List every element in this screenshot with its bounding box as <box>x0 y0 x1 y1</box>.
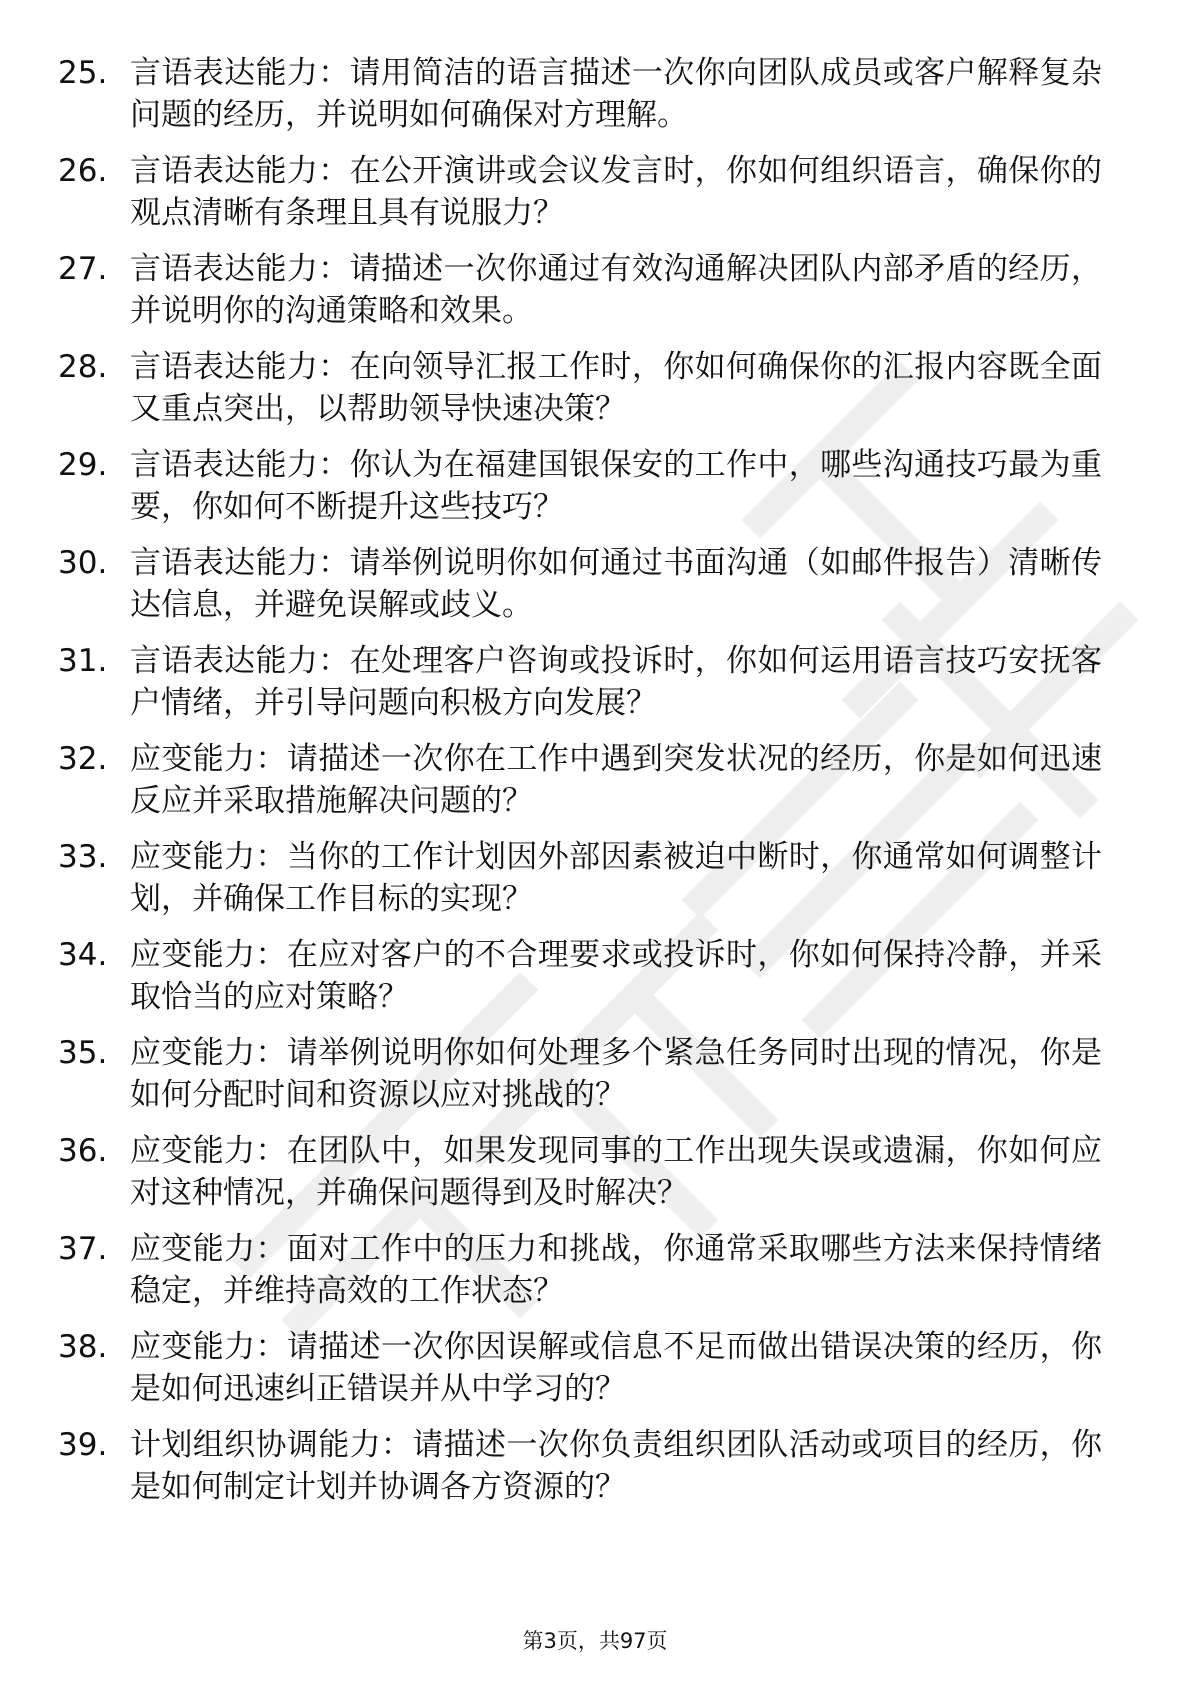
question-item <box>58 150 1118 248</box>
question-text: 言语表达能力：请举例说明你如何通过书面沟通（如邮件报告）清晰传达信息，并避免误解或歧义。 <box>130 545 1102 623</box>
question-item <box>58 444 1118 542</box>
question-number: 25. <box>58 55 108 91</box>
question-item <box>58 1424 1118 1522</box>
question-item <box>58 1130 1118 1228</box>
question-item <box>58 346 1118 444</box>
question-number: 30. <box>58 545 108 581</box>
question-number: 35. <box>58 1035 108 1071</box>
question-item <box>58 1326 1118 1424</box>
question-text: 计划组织协调能力：请描述一次你负责组织团队活动或项目的经历，你是如何制定计划并协调各方资源的？ <box>130 1427 1102 1505</box>
question-number: 37. <box>58 1231 108 1267</box>
question-text: 言语表达能力：在向领导汇报工作时，你如何确保你的汇报内容既全面又重点突出，以帮助领导快速决策？ <box>130 349 1102 427</box>
question-number: 31. <box>58 643 108 679</box>
question-number: 34. <box>58 937 108 973</box>
question-text: 应变能力：请描述一次你在工作中遇到突发状况的经历，你是如何迅速反应并采取措施解决问题的？ <box>130 741 1102 819</box>
question-text: 应变能力：面对工作中的压力和挑战，你通常采取哪些方法来保持情绪稳定，并维持高效的工作状态？ <box>130 1231 1102 1309</box>
question-text: 言语表达能力：请用简洁的语言描述一次你向团队成员或客户解释复杂问题的经历，并说明如何确保对方理解。 <box>130 55 1102 133</box>
question-text: 言语表达能力：请描述一次你通过有效沟通解决团队内部矛盾的经历，并说明你的沟通策略和效果。 <box>130 251 1102 329</box>
question-item <box>58 248 1118 346</box>
question-number: 26. <box>58 153 108 189</box>
question-text: 应变能力：当你的工作计划因外部因素被迫中断时，你通常如何调整计划，并确保工作目标的实现？ <box>130 839 1102 917</box>
question-item <box>58 836 1118 934</box>
question-number: 29. <box>58 447 108 483</box>
question-item <box>58 52 1118 150</box>
question-text: 言语表达能力：在处理客户咨询或投诉时，你如何运用语言技巧安抚客户情绪，并引导问题向积极方向发展？ <box>130 643 1102 721</box>
question-number: 28. <box>58 349 108 385</box>
question-item <box>58 1032 1118 1130</box>
question-number: 33. <box>58 839 108 875</box>
page-number-footer: 第3页，共97页 <box>522 1629 668 1653</box>
question-number: 38. <box>58 1329 108 1365</box>
question-item <box>58 738 1118 836</box>
question-text: 言语表达能力：在公开演讲或会议发言时，你如何组织语言，确保你的观点清晰有条理且具有说服力？ <box>130 153 1102 231</box>
question-list <box>58 52 1118 1522</box>
question-number: 32. <box>58 741 108 777</box>
question-item <box>58 1228 1118 1326</box>
question-number: 27. <box>58 251 108 287</box>
question-text: 言语表达能力：你认为在福建国银保安的工作中，哪些沟通技巧最为重要，你如何不断提升这些技巧？ <box>130 447 1102 525</box>
question-item <box>58 640 1118 738</box>
question-text: 应变能力：请举例说明你如何处理多个紧急任务同时出现的情况，你是如何分配时间和资源以应对挑战的？ <box>130 1035 1102 1113</box>
question-item <box>58 542 1118 640</box>
question-number: 36. <box>58 1133 108 1169</box>
question-text: 应变能力：请描述一次你因误解或信息不足而做出错误决策的经历，你是如何迅速纠正错误并从中学习的？ <box>130 1329 1102 1407</box>
question-text: 应变能力：在团队中，如果发现同事的工作出现失误或遗漏，你如何应对这种情况，并确保问题得到及时解决？ <box>130 1133 1102 1211</box>
question-item <box>58 934 1118 1032</box>
question-number: 39. <box>58 1427 108 1463</box>
question-text: 应变能力：在应对客户的不合理要求或投诉时，你如何保持冷静，并采取恰当的应对策略？ <box>130 937 1102 1015</box>
